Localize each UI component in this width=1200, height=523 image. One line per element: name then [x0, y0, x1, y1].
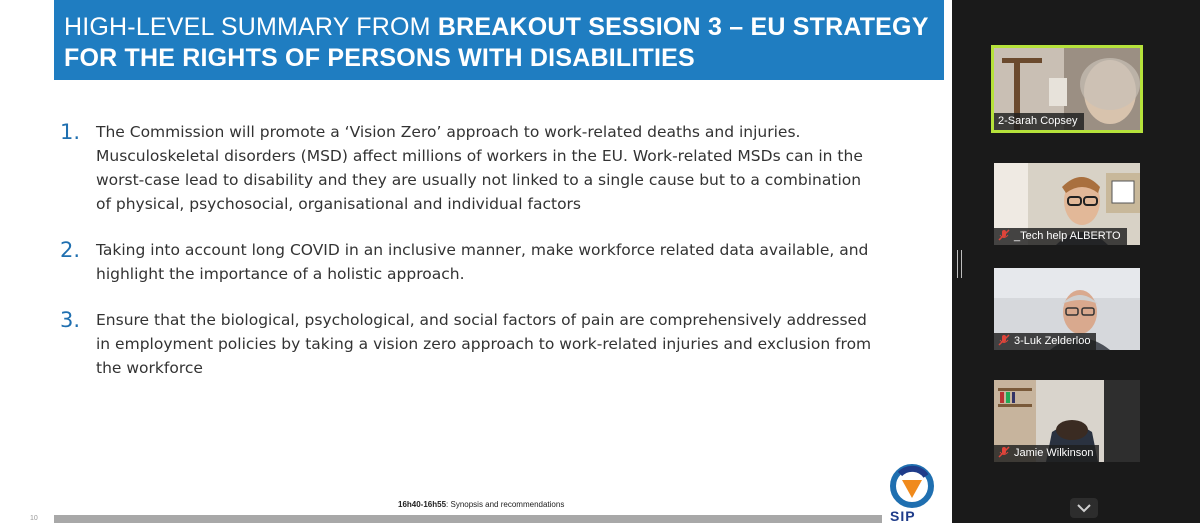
list-item-text: The Commission will promote a ‘Vision Zero’ approach to work-related deaths and injuries. Musculoskeletal disorders (MSD) affect millions of workers in the EU. Work-related MSDs can in the worst-case lead to disability and they are usually not linked to a single cause but to a combination of physical, psychosocial, organisational and individual factors	[96, 123, 863, 213]
participant-name-label	[994, 445, 1099, 462]
footer-label: : Synopsis and recommendations	[446, 500, 565, 509]
video-tile-speaker[interactable]	[994, 48, 1140, 130]
participant-name-label	[994, 228, 1127, 245]
muted-mic-icon	[998, 229, 1010, 241]
panel-splitter-handle[interactable]	[957, 250, 963, 278]
list-item	[60, 308, 880, 380]
participant-name: 2-Sarah Copsey	[998, 115, 1078, 127]
list-item-text: Ensure that the biological, psychological, and social factors of pain are comprehensively addressed in employment policies by taking a vision zero approach to work-related injuries and exclusion from the workforce	[96, 311, 872, 377]
video-tile[interactable]	[994, 380, 1140, 462]
participant-name-label	[994, 333, 1096, 350]
participant-name-label	[994, 113, 1084, 130]
list-item-number: 2.	[60, 238, 81, 262]
chevron-down-icon	[1076, 502, 1092, 514]
logo-text: SIP	[890, 508, 916, 523]
slide-title-light: HIGH-LEVEL SUMMARY FROM	[64, 13, 438, 41]
summary-list	[60, 120, 880, 402]
participant-name: 3-Luk Zelderloo	[1014, 335, 1091, 347]
muted-mic-icon	[998, 334, 1010, 346]
list-item-text: Taking into account long COVID in an inclusive manner, make workforce related data available, and highlight the importance of a holistic approach.	[96, 241, 869, 283]
slide-title	[64, 12, 934, 74]
slide-title-bar	[54, 0, 944, 80]
scroll-down-button[interactable]	[1070, 498, 1098, 518]
video-tile[interactable]	[994, 268, 1140, 350]
video-tile[interactable]	[994, 163, 1140, 245]
slide-title-bold: BREAKOUT SESSION 3 – EU STRATEGY FOR THE RIGHTS OF PERSONS WITH DISABILITIES	[64, 13, 929, 72]
participant-name: _Tech help ALBERTO	[1014, 230, 1121, 242]
slide-footer	[398, 500, 564, 509]
footer-bar	[54, 515, 882, 523]
slide-number: 10	[30, 515, 38, 522]
list-item-number: 3.	[60, 308, 81, 332]
list-item-number: 1.	[60, 120, 81, 144]
footer-time: 16h40-16h55	[398, 500, 447, 509]
muted-mic-icon	[998, 446, 1010, 458]
participant-name: Jamie Wilkinson	[1014, 447, 1094, 459]
list-item	[60, 120, 880, 216]
list-item	[60, 238, 880, 286]
